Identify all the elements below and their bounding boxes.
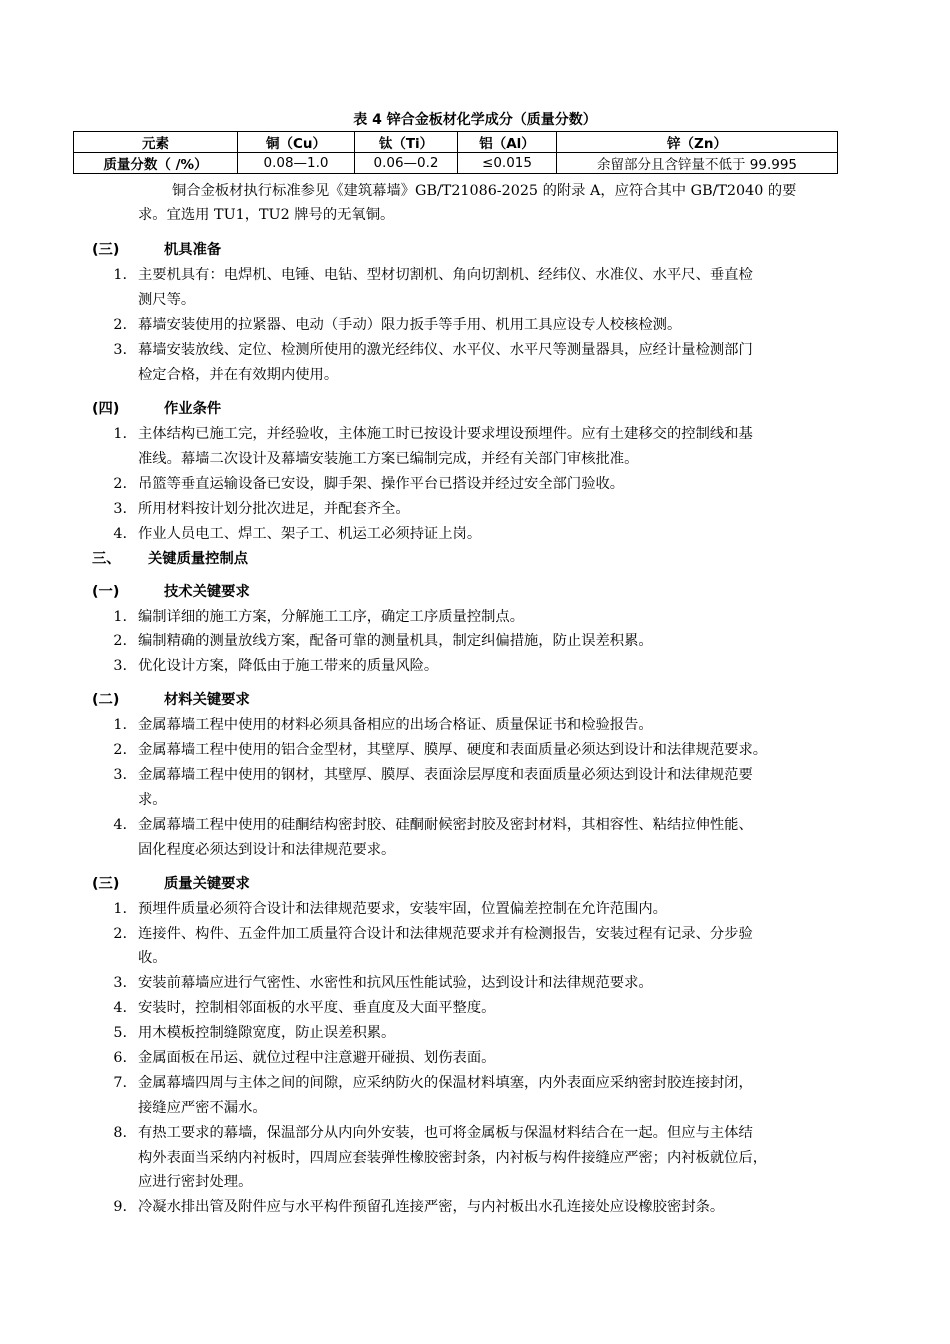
list-number: 1.	[113, 609, 127, 625]
list-item-cont: 接缝应严密不漏水。	[138, 1100, 267, 1116]
list-item-cont: 求。	[138, 792, 167, 808]
section-number: (一)	[92, 584, 120, 600]
list-number: 4.	[113, 526, 127, 542]
section-title: 材料关键要求	[164, 692, 250, 708]
list-number: 1.	[113, 901, 127, 917]
list-item: 主要机具有：电焊机、电锤、电钻、型材切割机、角向切割机、经纬仪、水准仪、水平尺、垂直检	[138, 267, 753, 283]
list-item: 金属幕墙工程中使用的铝合金型材，其壁厚、膜厚、硬度和表面质量必须达到设计和法律规范要求。	[138, 742, 768, 758]
list-number: 9.	[113, 1199, 127, 1215]
section-heading	[92, 240, 221, 260]
table-cell: 0.06—0.2	[355, 153, 458, 174]
list-item: 有热工要求的幕墙，保温部分从内向外安装，也可将金属板与保温材料结合在一起。但应与主体结	[138, 1125, 753, 1141]
list-item: 编制详细的施工方案，分解施工工序，确定工序质量控制点。	[138, 609, 525, 625]
list-item: 用木模板控制缝隙宽度，防止误差积累。	[138, 1025, 396, 1041]
list-item-cont: 应进行密封处理。	[138, 1174, 253, 1190]
table-cell: 质量分数（ /%）	[74, 153, 238, 174]
list-number: 3.	[113, 342, 127, 358]
list-item: 金属幕墙四周与主体之间的间隙，应采纳防火的保温材料填塞，内外表面应采纳密封胶连接封闭，	[138, 1075, 753, 1091]
section-title: 质量关键要求	[164, 876, 250, 892]
list-item: 主体结构已施工完，并经验收，主体施工时已按设计要求埋设预埋件。应有土建移交的控制线和基	[138, 426, 753, 442]
list-item: 连接件、构件、五金件加工质量符合设计和法律规范要求并有检测报告，安装过程有记录、分步验	[138, 926, 753, 942]
section-number: (二)	[92, 692, 120, 708]
list-item: 优化设计方案，降低由于施工带来的质量风险。	[138, 658, 439, 674]
section-number: (四)	[92, 401, 120, 417]
list-item: 安装前幕墙应进行气密性、水密性和抗风压性能试验，达到设计和法律规范要求。	[138, 975, 653, 991]
section-heading	[92, 399, 221, 419]
list-item: 幕墙安装使用的拉紧器、电动（手动）限力扳手等手用、机用工具应设专人校核检测。	[138, 317, 682, 333]
section-number: (三)	[92, 876, 120, 892]
list-item: 金属幕墙工程中使用的硅酮结构密封胶、硅酮耐候密封胶及密封材料，其相容性、粘结拉伸性能、	[138, 817, 753, 833]
list-number: 1.	[113, 267, 127, 283]
list-item: 金属面板在吊运、就位过程中注意避开碰损、划伤表面。	[138, 1050, 496, 1066]
list-item: 金属幕墙工程中使用的材料必须具备相应的出场合格证、质量保证书和检验报告。	[138, 717, 653, 733]
list-number: 3.	[113, 658, 127, 674]
table-cell: 余留部分且含锌量不低于 99.995	[557, 153, 838, 174]
list-number: 7.	[113, 1075, 127, 1091]
composition-table	[73, 131, 838, 174]
list-number: 2.	[113, 633, 127, 649]
section-heading	[92, 690, 250, 710]
list-item: 预埋件质量必须符合设计和法律规范要求，安装牢固，位置偏差控制在允许范围内。	[138, 901, 667, 917]
list-number: 2.	[113, 742, 127, 758]
list-item: 编制精确的测量放线方案，配备可靠的测量机具，制定纠偏措施，防止误差积累。	[138, 633, 653, 649]
section-number: (三)	[92, 242, 120, 258]
list-number: 4.	[113, 1000, 127, 1016]
table-title: 表 4 锌合金板材化学成分（质量分数）	[353, 112, 597, 128]
list-item: 冷凝水排出管及附件应与水平构件预留孔连接严密，与内衬板出水孔连接处应设橡胶密封条。	[138, 1199, 725, 1215]
list-number: 5.	[113, 1025, 127, 1041]
list-item: 金属幕墙工程中使用的钢材，其壁厚、膜厚、表面涂层厚度和表面质量必须达到设计和法律规范要	[138, 767, 753, 783]
list-item-cont: 收。	[138, 950, 167, 966]
list-item: 幕墙安装放线、定位、检测所使用的激光经纬仪、水平仪、水平尺等测量器具，应经计量检测部门	[138, 342, 753, 358]
section-heading	[92, 582, 250, 602]
chapter-title: 关键质量控制点	[148, 551, 249, 567]
table-header-row	[74, 132, 838, 153]
table-header-cell: 元素	[74, 132, 238, 153]
list-number: 4.	[113, 817, 127, 833]
list-number: 3.	[113, 767, 127, 783]
list-item: 吊篮等垂直运输设备已安设，脚手架、操作平台已搭设并经过安全部门验收。	[138, 476, 625, 492]
list-number: 1.	[113, 717, 127, 733]
list-number: 2.	[113, 317, 127, 333]
list-item: 安装时，控制相邻面板的水平度、垂直度及大面平整度。	[138, 1000, 496, 1016]
list-item-cont: 检定合格，并在有效期内使用。	[138, 367, 339, 383]
intro-paragraph: 铜合金板材执行标准参见《建筑幕墙》GB/T21086-2025 的附录 A，应符合其中 GB/T2040 的要	[172, 183, 797, 199]
chapter-number: 三、	[92, 551, 121, 567]
list-number: 6.	[113, 1050, 127, 1066]
table-header-cell: 钛（Ti）	[355, 132, 458, 153]
table-header-cell: 铝（Al）	[458, 132, 557, 153]
intro-paragraph-cont: 求。宜选用 TU1，TU2 牌号的无氧铜。	[138, 207, 395, 223]
list-item-cont: 准线。幕墙二次设计及幕墙安装施工方案已编制完成，并经有关部门审核批准。	[138, 451, 639, 467]
list-item: 所用材料按计划分批次进足，并配套齐全。	[138, 501, 410, 517]
chapter-heading	[92, 549, 248, 569]
list-number: 1.	[113, 426, 127, 442]
list-item-cont: 构外表面当采纳内衬板时，四周应套装弹性橡胶密封条，内衬板与构件接缝应严密；内衬板就位后，	[138, 1150, 768, 1166]
list-number: 8.	[113, 1125, 127, 1141]
section-title: 技术关键要求	[164, 584, 250, 600]
section-title: 机具准备	[164, 242, 222, 258]
table-header-cell: 铜（Cu）	[238, 132, 355, 153]
table-row	[74, 153, 838, 174]
list-item-cont: 固化程度必须达到设计和法律规范要求。	[138, 842, 396, 858]
list-item: 作业人员电工、焊工、架子工、机运工必须持证上岗。	[138, 526, 482, 542]
table-cell: ≤0.015	[458, 153, 557, 174]
section-heading	[92, 874, 250, 894]
list-number: 2.	[113, 926, 127, 942]
section-title: 作业条件	[164, 401, 222, 417]
table-header-cell: 锌（Zn）	[557, 132, 838, 153]
list-number: 3.	[113, 975, 127, 991]
list-number: 3.	[113, 501, 127, 517]
list-number: 2.	[113, 476, 127, 492]
table-cell: 0.08—1.0	[238, 153, 355, 174]
list-item-cont: 测尺等。	[138, 292, 196, 308]
